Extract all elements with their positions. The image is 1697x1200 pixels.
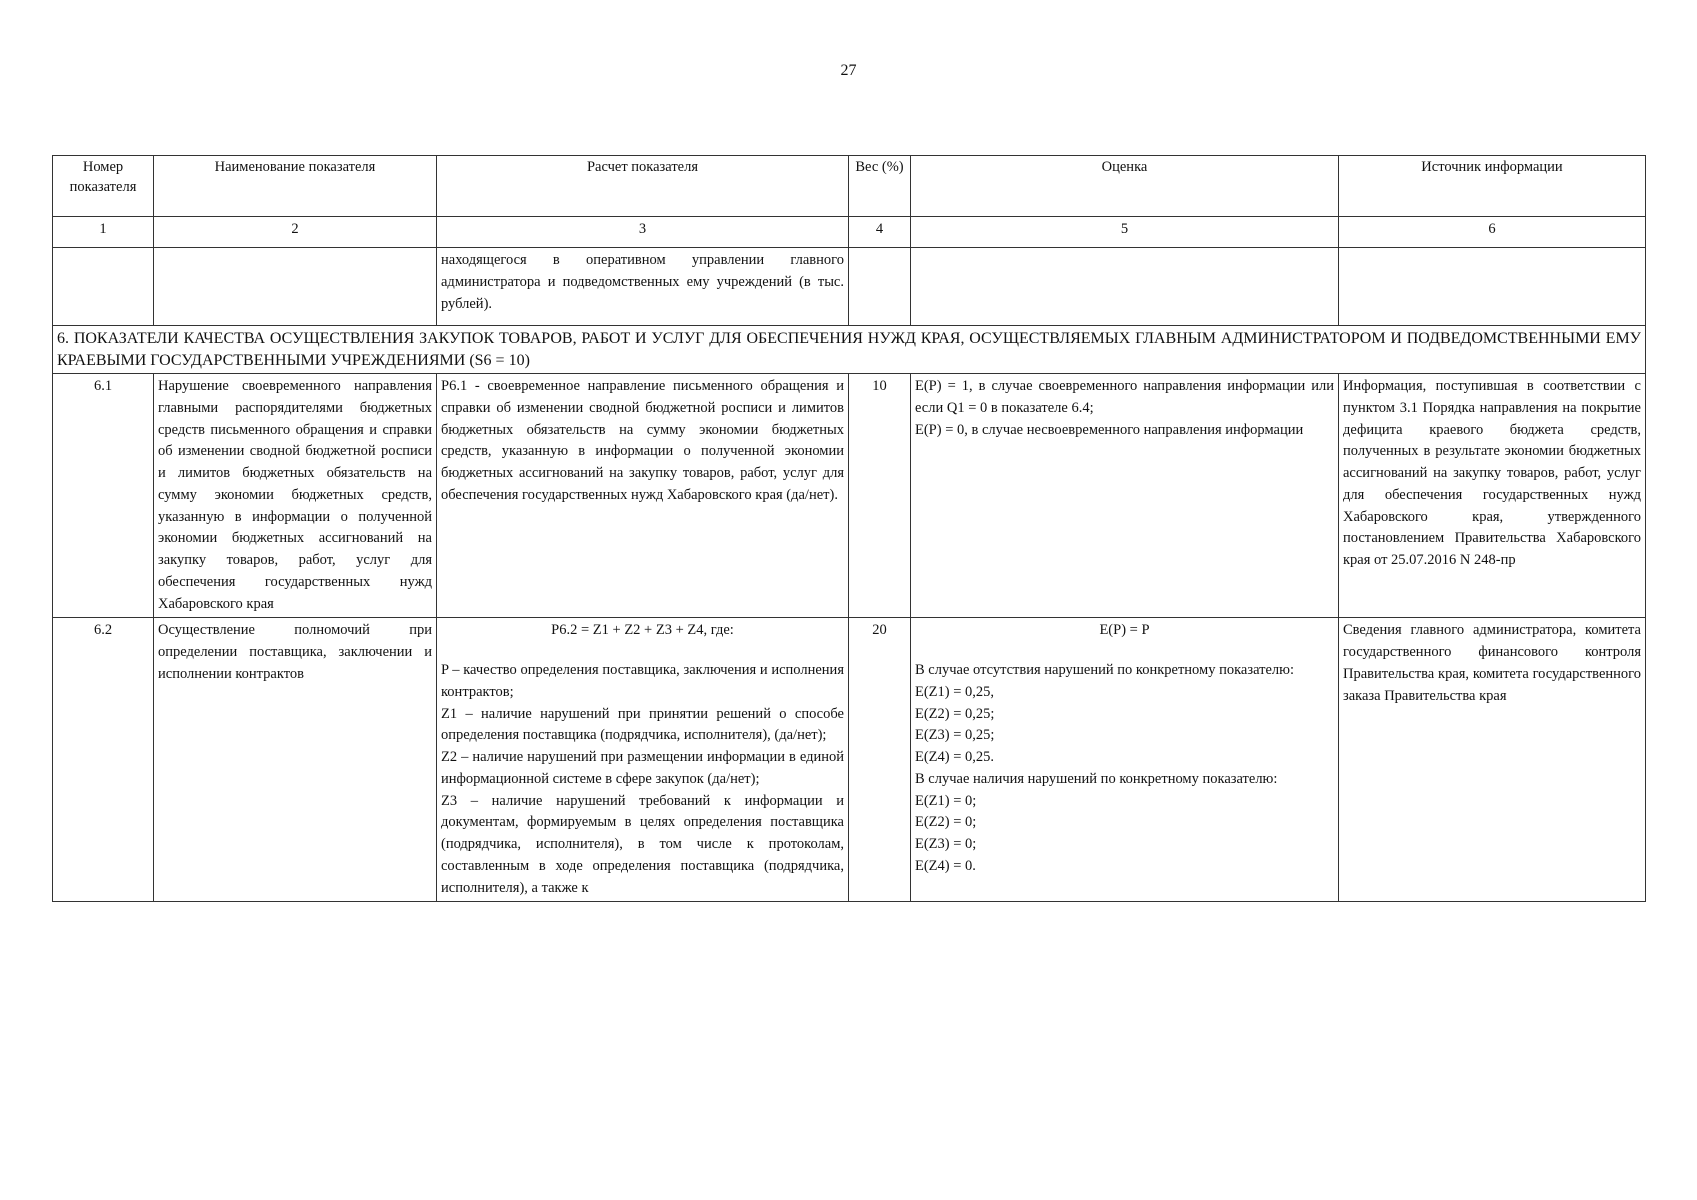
column-number: 1: [53, 217, 154, 248]
indicator-name: Осуществление полномочий при определении поставщика, заключении и исполнении контрактов: [154, 618, 437, 902]
section-row: [53, 326, 1646, 374]
column-number: 5: [911, 217, 1339, 248]
column-number: 4: [849, 217, 911, 248]
continuation-row: [53, 248, 1646, 326]
empty-cell: [849, 248, 911, 326]
column-number-row: [53, 217, 1646, 248]
header-cell: Вес (%): [849, 156, 911, 217]
column-number: 6: [1339, 217, 1646, 248]
indicator-calc: P6.1 - своевременное направление письменного обращения и справки об изменении сводной бюджетной росписи и лимитов бюджетных обязательств на сумму экономии бюджетных средств, указанную в информации о полученной экономии бюджетных ассигнований на закупку товаров, работ, услуг для обеспечения государственных нужд Хабаровского края (да/нет).: [437, 374, 849, 618]
header-cell: Оценка: [911, 156, 1339, 217]
page-number: 27: [840, 62, 857, 79]
section-title: 6. ПОКАЗАТЕЛИ КАЧЕСТВА ОСУЩЕСТВЛЕНИЯ ЗАКУПОК ТОВАРОВ, РАБОТ И УСЛУГ ДЛЯ ОБЕСПЕЧЕНИЯ НУЖД КРАЯ, ОСУЩЕСТВЛЯЕМЫХ ГЛАВНЫМ АДМИНИСТРАТОРОМ И ПОДВЕДОМСТВЕННЫМИ ЕМУ КРАЕВЫМИ ГОСУДАРСТВЕННЫМИ УЧРЕЖДЕНИЯМИ (S6 = 10): [53, 326, 1646, 374]
indicator-name: Нарушение своевременного направления главными распорядителями бюджетных средств письменного обращения и справки об изменении сводной бюджетной росписи и лимитов бюджетных обязательств на сумму экономии бюджетных средств, указанную в информации о полученной экономии бюджетных ассигнований на закупку товаров, работ, услуг для обеспечения государственных нужд Хабаровского края: [154, 374, 437, 618]
indicator-number: 6.1: [53, 374, 154, 618]
indicator-calc-cell: [437, 618, 849, 902]
calc-formula: P6.2 = Z1 + Z2 + Z3 + Z4, где:: [551, 622, 734, 639]
calc-description: P – качество определения поставщика, заключения и исполнения контрактов; Z1 – наличие нарушений при принятии решений о способе определения поставщика (подрядчика, исполнителя), (да/нет); Z2 – наличие нарушений при размещении информации в единой информационной системе в сфере закупок (да/нет); Z3 – наличие нарушений требований к информации и документам, формируемым в целях определения поставщика (подрядчика, исполнителя), в том числе к протоколам, составленным в ходе определения поставщика (подрядчика, исполнителя), а также к: [441, 662, 844, 896]
indicator-source: Сведения главного администратора, комитета государственного финансового контроля Правительства края, комитета государственного заказа Правительства края: [1339, 618, 1646, 902]
empty-cell: [1339, 248, 1646, 326]
indicators-table: [52, 155, 1646, 902]
indicator-source: Информация, поступившая в соответствии с пунктом 3.1 Порядка направления на покрытие дефицита краевого бюджета средств, полученных в результате экономии бюджетных ассигнований на закупку товаров, работ, услуг для обеспечения государственных нужд Хабаровского края, утвержденного постановлением Правительства Хабаровского края от 25.07.2016 N 248-пр: [1339, 374, 1646, 618]
header-cell: Расчет показателя: [437, 156, 849, 217]
indicator-assessment-cell: [911, 618, 1339, 902]
empty-cell: [911, 248, 1339, 326]
header-cell: Источник информации: [1339, 156, 1646, 217]
empty-cell: [154, 248, 437, 326]
table-row: [53, 618, 1646, 902]
indicator-number: 6.2: [53, 618, 154, 902]
column-number: 3: [437, 217, 849, 248]
indicator-weight: 10: [849, 374, 911, 618]
empty-cell: [53, 248, 154, 326]
table-row: [53, 374, 1646, 618]
indicator-weight: 20: [849, 618, 911, 902]
indicator-assessment: E(P) = 1, в случае своевременного направления информации или если Q1 = 0 в показателе 6.4; E(P) = 0, в случае несвоевременного направления информации: [911, 374, 1339, 618]
assessment-description: В случае отсутствия нарушений по конкретному показателю: E(Z1) = 0,25, E(Z2) = 0,25; E(Z3) = 0,25; E(Z4) = 0,25. В случае наличия нарушений по конкретному показателю: E(Z1) = 0; E(Z2) = 0; E(Z3) = 0; E(Z4) = 0.: [915, 662, 1295, 874]
calc-cell: находящегося в оперативном управлении главного администратора и подведомственных ему учреждений (в тыс. рублей).: [437, 248, 849, 326]
assessment-formula: E(P) = P: [1099, 622, 1150, 639]
column-number: 2: [154, 217, 437, 248]
header-cell: Номер показателя: [53, 156, 154, 217]
header-cell: Наименование показателя: [154, 156, 437, 217]
header-row: [53, 156, 1646, 217]
